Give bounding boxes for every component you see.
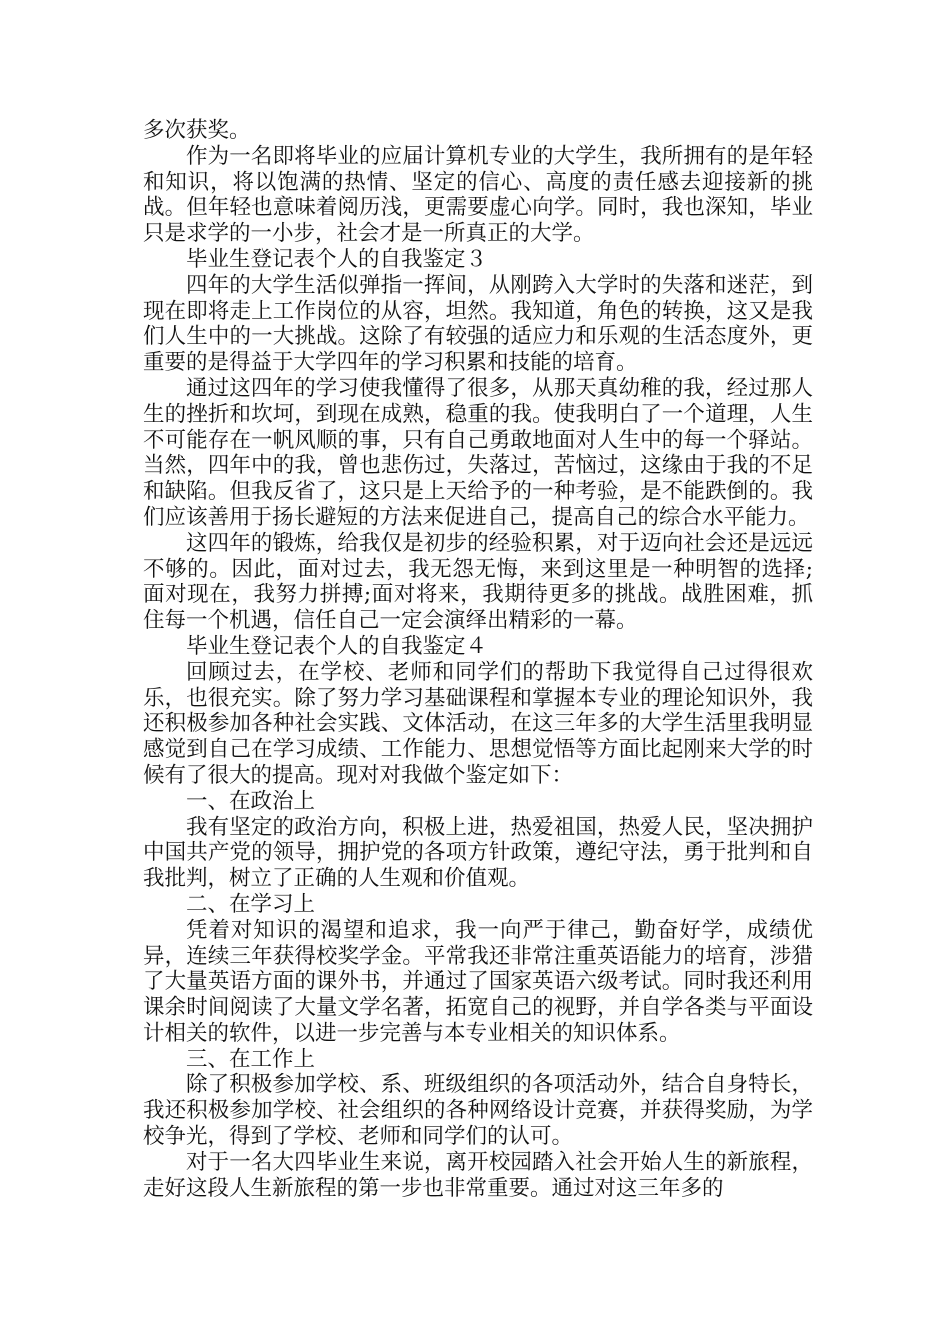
section-heading: 毕业生登记表个人的自我鉴定３ <box>186 246 488 272</box>
paragraph: 通过这四年的学习使我懂得了很多，从那天真幼稚的我，经过那人生的挫折和坎坷，到现在成熟，稳重的我。使我明白了一个道理，人生不可能存在一帆风顺的事，只有自己勇敢地面对人生中的每一个驿站。当然，四年中的我，曾也悲伤过，失落过，苦恼过，这缘由于我的不足和缺陷。但我反省了，这只是上天给予的一种考验，是不能跌倒的。我们应该善用于扬长避短的方法来促进自己，提高自己的综合水平能力。 <box>143 375 813 530</box>
section-heading: 毕业生登记表个人的自我鉴定４ <box>186 633 488 659</box>
document-body <box>143 118 813 1201</box>
paragraph: 这四年的锻炼，给我仅是初步的经验积累，对于迈向社会还是远远不够的。因此，面对过去，我无怨无悔，来到这里是一种明智的选择;面对现在，我努力拼搏;面对将来，我期待更多的挑战。战胜困难，抓住每一个机遇，信任自己一定会演绎出精彩的一幕。 <box>143 530 813 634</box>
paragraph: 凭着对知识的渴望和追求，我一向严于律己，勤奋好学，成绩优异，连续三年获得校奖学金。平常我还非常注重英语能力的培育，涉猎了大量英语方面的课外书，并通过了国家英语六级考试。同时我还利用课余时间阅读了大量文学名著，拓宽自己的视野，并自学各类与平面设计相关的软件，以进一步完善与本专业相关的知识体系。 <box>143 917 813 1046</box>
paragraph: 对于一名大四毕业生来说，离开校园踏入社会开始人生的新旅程，走好这段人生新旅程的第一步也非常重要。通过对这三年多的 <box>143 1149 813 1201</box>
subsection-heading: 二、在学习上 <box>186 891 316 917</box>
paragraph: 四年的大学生活似弹指一挥间，从刚跨入大学时的失落和迷茫，到现在即将走上工作岗位的从容，坦然。我知道，角色的转换，这又是我们人生中的一大挑战。这除了有较强的适应力和乐观的生活态度外，更重要的是得益于大学四年的学习积累和技能的培育。 <box>143 272 813 376</box>
paragraph: 除了积极参加学校、系、班级组织的各项活动外，结合自身特长，我还积极参加学校、社会组织的各种网络设计竞赛，并获得奖励，为学校争光，得到了学校、老师和同学们的认可。 <box>143 1072 813 1150</box>
paragraph: 多次获奖。 <box>143 118 251 143</box>
paragraph: 我有坚定的政治方向，积极上进，热爱祖国，热爱人民，坚决拥护中国共产党的领导，拥护党的各项方针政策，遵纪守法，勇于批判和自我批判，树立了正确的人生观和价值观。 <box>143 814 813 892</box>
subsection-heading: 三、在工作上 <box>186 1046 316 1072</box>
paragraph: 作为一名即将毕业的应届计算机专业的大学生，我所拥有的是年轻和知识，将以饱满的热情、坚定的信心、高度的责任感去迎接新的挑战。但年轻也意味着阅历浅，更需要虚心向学。同时，我也深知，毕业只是求学的一小步，社会才是一所真正的大学。 <box>143 143 813 247</box>
subsection-heading: 一、在政治上 <box>186 788 316 814</box>
paragraph: 回顾过去，在学校、老师和同学们的帮助下我觉得自己过得很欢乐，也很充实。除了努力学习基础课程和掌握本专业的理论知识外，我还积极参加各种社会实践、文体活动，在这三年多的大学生活里我明显感觉到自己在学习成绩、工作能力、思想觉悟等方面比起刚来大学的时候有了很大的提高。现对对我做个鉴定如下： <box>143 659 813 788</box>
